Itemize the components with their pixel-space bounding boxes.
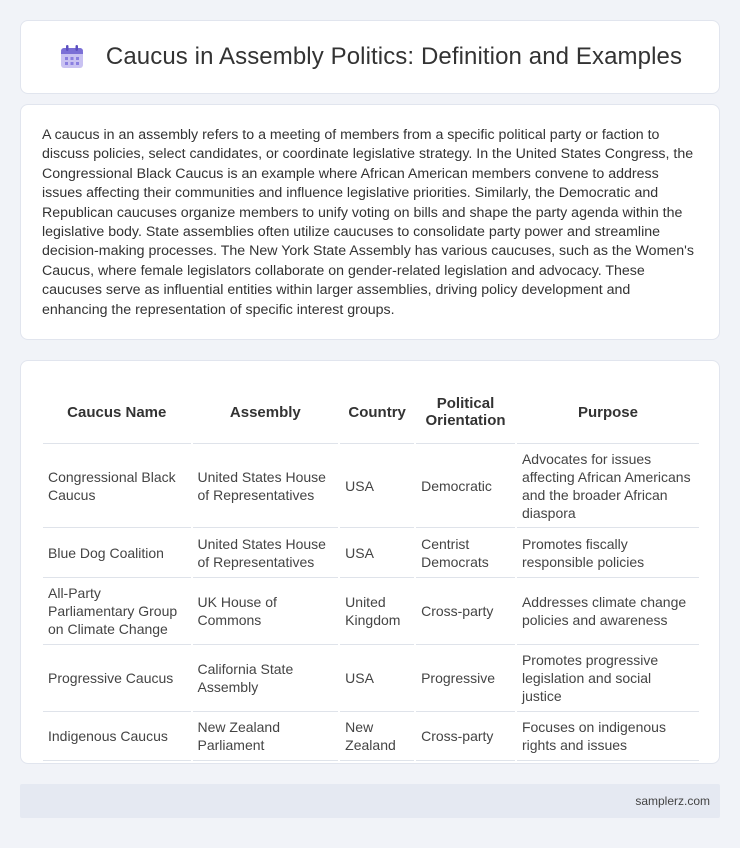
cell-caucus-name: Blue Dog Coalition [43, 527, 191, 577]
caucus-table [41, 381, 701, 761]
description-text: A caucus in an assembly refers to a meeting of members from a specific political party or faction to discuss policies, select candidates, or coordinate legislative strategy. In the United States Congress, the Congressional Black Caucus is an example where African American members convene to address issues affecting their communities and influence legislative priorities. Similarly, the Democratic and Republican caucuses organize members to unify voting on bills and shape the party agenda within the legislative body. State assemblies often utilize caucuses to consolidate party power and streamline decision-making processes. The New York State Assembly has various caucuses, such as the Women's Caucus, where female legislators collaborate on gender-related legislation and advocacy. These caucuses serve as influential entities within larger assemblies, driving policy development and enhancing the representation of specific interest groups. [42, 127, 694, 318]
page-title: Caucus in Assembly Politics: Definition and Examples [105, 43, 683, 70]
table-row [43, 711, 699, 761]
table-row [43, 443, 699, 527]
header-assembly: Assembly [229, 403, 301, 421]
cell-purpose: Focuses on indigenous rights and issues [517, 711, 699, 761]
header-purpose: Purpose [577, 403, 638, 421]
cell-country: USA [340, 644, 414, 711]
cell-orientation: Democratic [416, 443, 515, 527]
cell-purpose: Promotes fiscally responsible policies [517, 527, 699, 577]
title-card [20, 20, 720, 94]
description-card [20, 104, 720, 340]
table-header-row [43, 381, 699, 443]
footer-site-link[interactable]: samplerz.com [635, 794, 710, 808]
cell-purpose: Advocates for issues affecting African Americans and the broader African diaspora [517, 443, 699, 527]
cell-assembly: United States House of Representatives [193, 443, 339, 527]
cell-country: USA [340, 443, 414, 527]
table-row [43, 527, 699, 577]
calendar-icon [58, 43, 86, 71]
header-political-orientation: Political Orientation [425, 395, 506, 429]
cell-caucus-name: Congressional Black Caucus [43, 443, 191, 527]
cell-country: USA [340, 527, 414, 577]
cell-caucus-name: Progressive Caucus [43, 644, 191, 711]
cell-caucus-name: Indigenous Caucus [43, 711, 191, 761]
header-country: Country [348, 403, 406, 421]
cell-assembly: New Zealand Parliament [193, 711, 339, 761]
cell-purpose: Promotes progressive legislation and social justice [517, 644, 699, 711]
footer-bar [20, 784, 720, 818]
header-caucus-name: Caucus Name [67, 403, 167, 421]
cell-orientation: Cross-party [416, 577, 515, 644]
cell-caucus-name: All-Party Parliamentary Group on Climate Change [43, 577, 191, 644]
table-row [43, 577, 699, 644]
table-card [20, 360, 720, 764]
cell-assembly: California State Assembly [193, 644, 339, 711]
cell-purpose: Addresses climate change policies and awareness [517, 577, 699, 644]
cell-orientation: Centrist Democrats [416, 527, 515, 577]
cell-orientation: Progressive [416, 644, 515, 711]
cell-country: United Kingdom [340, 577, 414, 644]
cell-orientation: Cross-party [416, 711, 515, 761]
table-row [43, 644, 699, 711]
cell-assembly: United States House of Representatives [193, 527, 339, 577]
cell-country: New Zealand [340, 711, 414, 761]
cell-assembly: UK House of Commons [193, 577, 339, 644]
